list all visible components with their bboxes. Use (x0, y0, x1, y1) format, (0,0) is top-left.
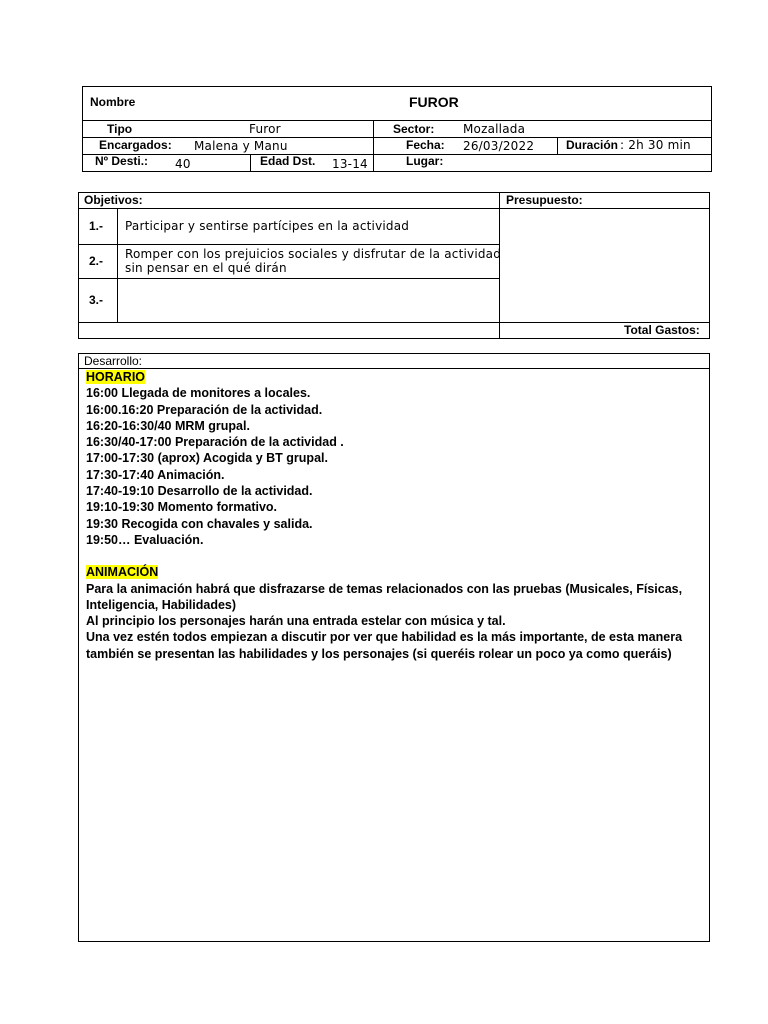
animacion-line: Para la animación habrá que disfrazarse de temas relacionados con las pruebas (Musicales, Físicas, (86, 581, 683, 596)
horario-heading: HORARIO (86, 370, 146, 384)
header-col-divider (250, 154, 251, 172)
objetivos-bottom-divider (78, 322, 710, 323)
activity-title: FUROR (409, 94, 459, 110)
edad-label: Edad Dst. (260, 154, 316, 168)
duracion-value: : 2h 30 min (620, 138, 691, 152)
header-divider (82, 120, 712, 121)
objetivo-text: Participar y sentirse partícipes en la actividad (125, 219, 410, 233)
header-col-divider (373, 120, 374, 172)
sector-value: Mozallada (463, 122, 526, 136)
horario-line: 19:10-19:30 Momento formativo. (86, 500, 278, 515)
animacion-line: Una vez estén todos empiezan a discutir por ver que habilidad es la más importante, de esta manera (86, 630, 683, 645)
objetivo-number: 2.- (89, 254, 104, 268)
horario-line: 16:00.16:20 Preparación de la actividad. (86, 402, 323, 417)
presupuesto-title: Presupuesto: (506, 193, 583, 207)
nombre-label: Nombre (90, 95, 136, 109)
objetivos-header-divider (78, 208, 710, 209)
ndesti-value: 40 (175, 157, 191, 171)
horario-line: 17:40-19:10 Desarrollo de la actividad. (86, 484, 313, 499)
objetivo-number: 3.- (89, 293, 104, 307)
presupuesto-divider (499, 192, 500, 339)
fecha-label: Fecha: (406, 138, 445, 152)
total-gastos-label: Total Gastos: (624, 323, 700, 337)
horario-line: 19:30 Recogida con chavales y salida. (86, 516, 313, 531)
tipo-value: Furor (249, 122, 281, 136)
objetivo-number: 1.- (89, 219, 104, 233)
encargados-label: Encargados: (99, 138, 172, 152)
ndesti-label: Nº Desti.: (95, 154, 149, 168)
animacion-heading: ANIMACIÓN (86, 565, 159, 580)
objetivos-title: Objetivos: (84, 193, 143, 207)
horario-line: 17:30-17:40 Animación. (86, 467, 225, 482)
desarrollo-title: Desarrollo: (84, 354, 143, 368)
objetivo-text: Romper con los prejuicios sociales y disfrutar de la actividad (125, 247, 502, 261)
lugar-label: Lugar: (406, 154, 444, 168)
objetivo-row-divider (78, 278, 499, 279)
animacion-line: Al principio los personajes harán una entrada estelar con música y tal. (86, 614, 506, 629)
header-col-divider (557, 137, 558, 154)
animacion-line: Inteligencia, Habilidades) (86, 597, 237, 612)
horario-line: 19:50… Evaluación. (86, 532, 204, 547)
horario-line: 16:00 Llegada de monitores a locales. (86, 386, 311, 401)
objetivo-row-divider (78, 244, 499, 245)
duracion-label: Duración (566, 138, 619, 152)
objetivo-text: sin pensar en el qué dirán (125, 261, 287, 275)
edad-value: 13-14 (332, 157, 368, 171)
horario-line: 17:00-17:30 (aprox) Acogida y BT grupal. (86, 451, 328, 466)
fecha-value: 26/03/2022 (463, 139, 535, 153)
header-divider (82, 154, 712, 155)
tipo-label: Tipo (107, 122, 133, 136)
horario-line: 16:20-16:30/40 MRM grupal. (86, 418, 250, 433)
desarrollo-content (86, 369, 682, 662)
horario-line: 16:30/40-17:00 Preparación de la actividad . (86, 435, 344, 450)
sector-label: Sector: (393, 122, 435, 136)
numero-col-divider (117, 208, 118, 323)
encargados-value: Malena y Manu (194, 139, 288, 153)
animacion-line: también se presentan las habilidades y los personajes (si queréis rolear un poco ya como queráis) (86, 646, 672, 661)
